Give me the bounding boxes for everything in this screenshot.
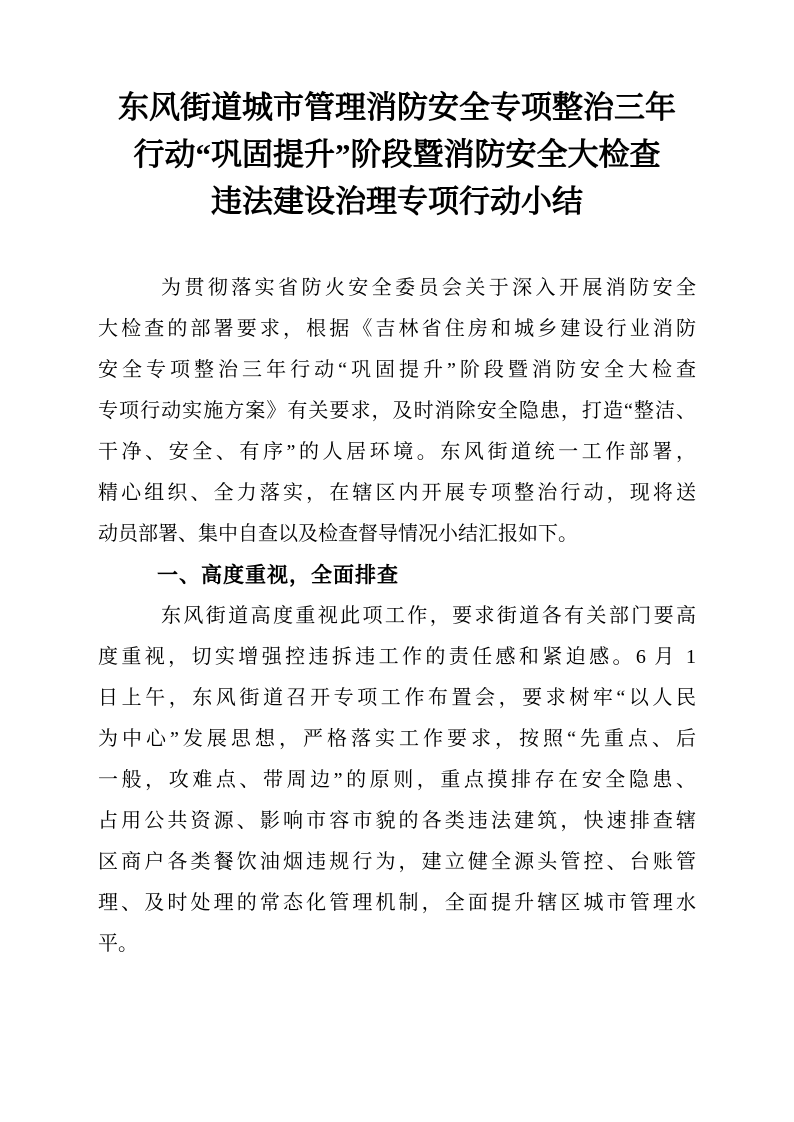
paragraph-1-line: 干净、安全、有序”的人居环境。东风街道统一工作部署， <box>98 441 696 463</box>
document-title-line: 违法建设治理专项行动小结 <box>211 184 583 219</box>
paragraph-1-line: 精心组织、全力落实，在辖区内开展专项整治行动，现将送 <box>98 482 696 504</box>
document-title <box>98 84 696 225</box>
paragraph-2-line: 理、及时处理的常态化管理机制，全面提升辖区城市管理水 <box>98 892 696 914</box>
paragraph-2-line: 为中心”发展思想，严格落实工作要求，按照“先重点、后 <box>98 728 696 750</box>
section-heading-1: 一、高度重视，全面排查 <box>157 564 399 587</box>
paragraph-2-line: 占用公共资源、影响市容市貌的各类违法建筑，快速排查辖 <box>98 810 696 832</box>
paragraph-2-line: 平。 <box>98 933 138 955</box>
paragraph-1-line: 大检查的部署要求，根据《吉林省住房和城乡建设行业消防 <box>98 318 696 340</box>
paragraph-2 <box>98 596 696 965</box>
document-title-line: 东风街道城市管理消防安全专项整治三年 <box>118 90 676 125</box>
paragraph-1-line: 为贯彻落实省防火安全委员会关于深入开展消防安全 <box>161 277 696 299</box>
paragraph-1 <box>98 268 696 555</box>
paragraph-1-line: 安全专项整治三年行动“巩固提升”阶段暨消防安全大检查 <box>98 359 696 381</box>
paragraph-2-line: 一般，攻难点、带周边”的原则，重点摸排存在安全隐患、 <box>98 769 696 791</box>
paragraph-2-line: 日上午，东风街道召开专项工作布置会，要求树牢“以人民 <box>98 687 696 709</box>
paragraph-2-line: 区商户各类餐饮油烟违规行为，建立健全源头管控、台账管 <box>98 851 696 873</box>
document-title-line: 行动“巩固提升”阶段暨消防安全大检查 <box>133 137 661 172</box>
paragraph-2-line: 度重视，切实增强控违拆违工作的责任感和紧迫感。6 月 1 <box>98 646 696 668</box>
paragraph-2-line: 东风街道高度重视此项工作，要求街道各有关部门要高 <box>161 605 696 627</box>
paragraph-1-line: 专项行动实施方案》有关要求，及时消除安全隐患，打造“整洁、 <box>98 400 696 422</box>
paragraph-1-line: 动员部署、集中自查以及检查督导情况小结汇报如下。 <box>98 523 578 545</box>
